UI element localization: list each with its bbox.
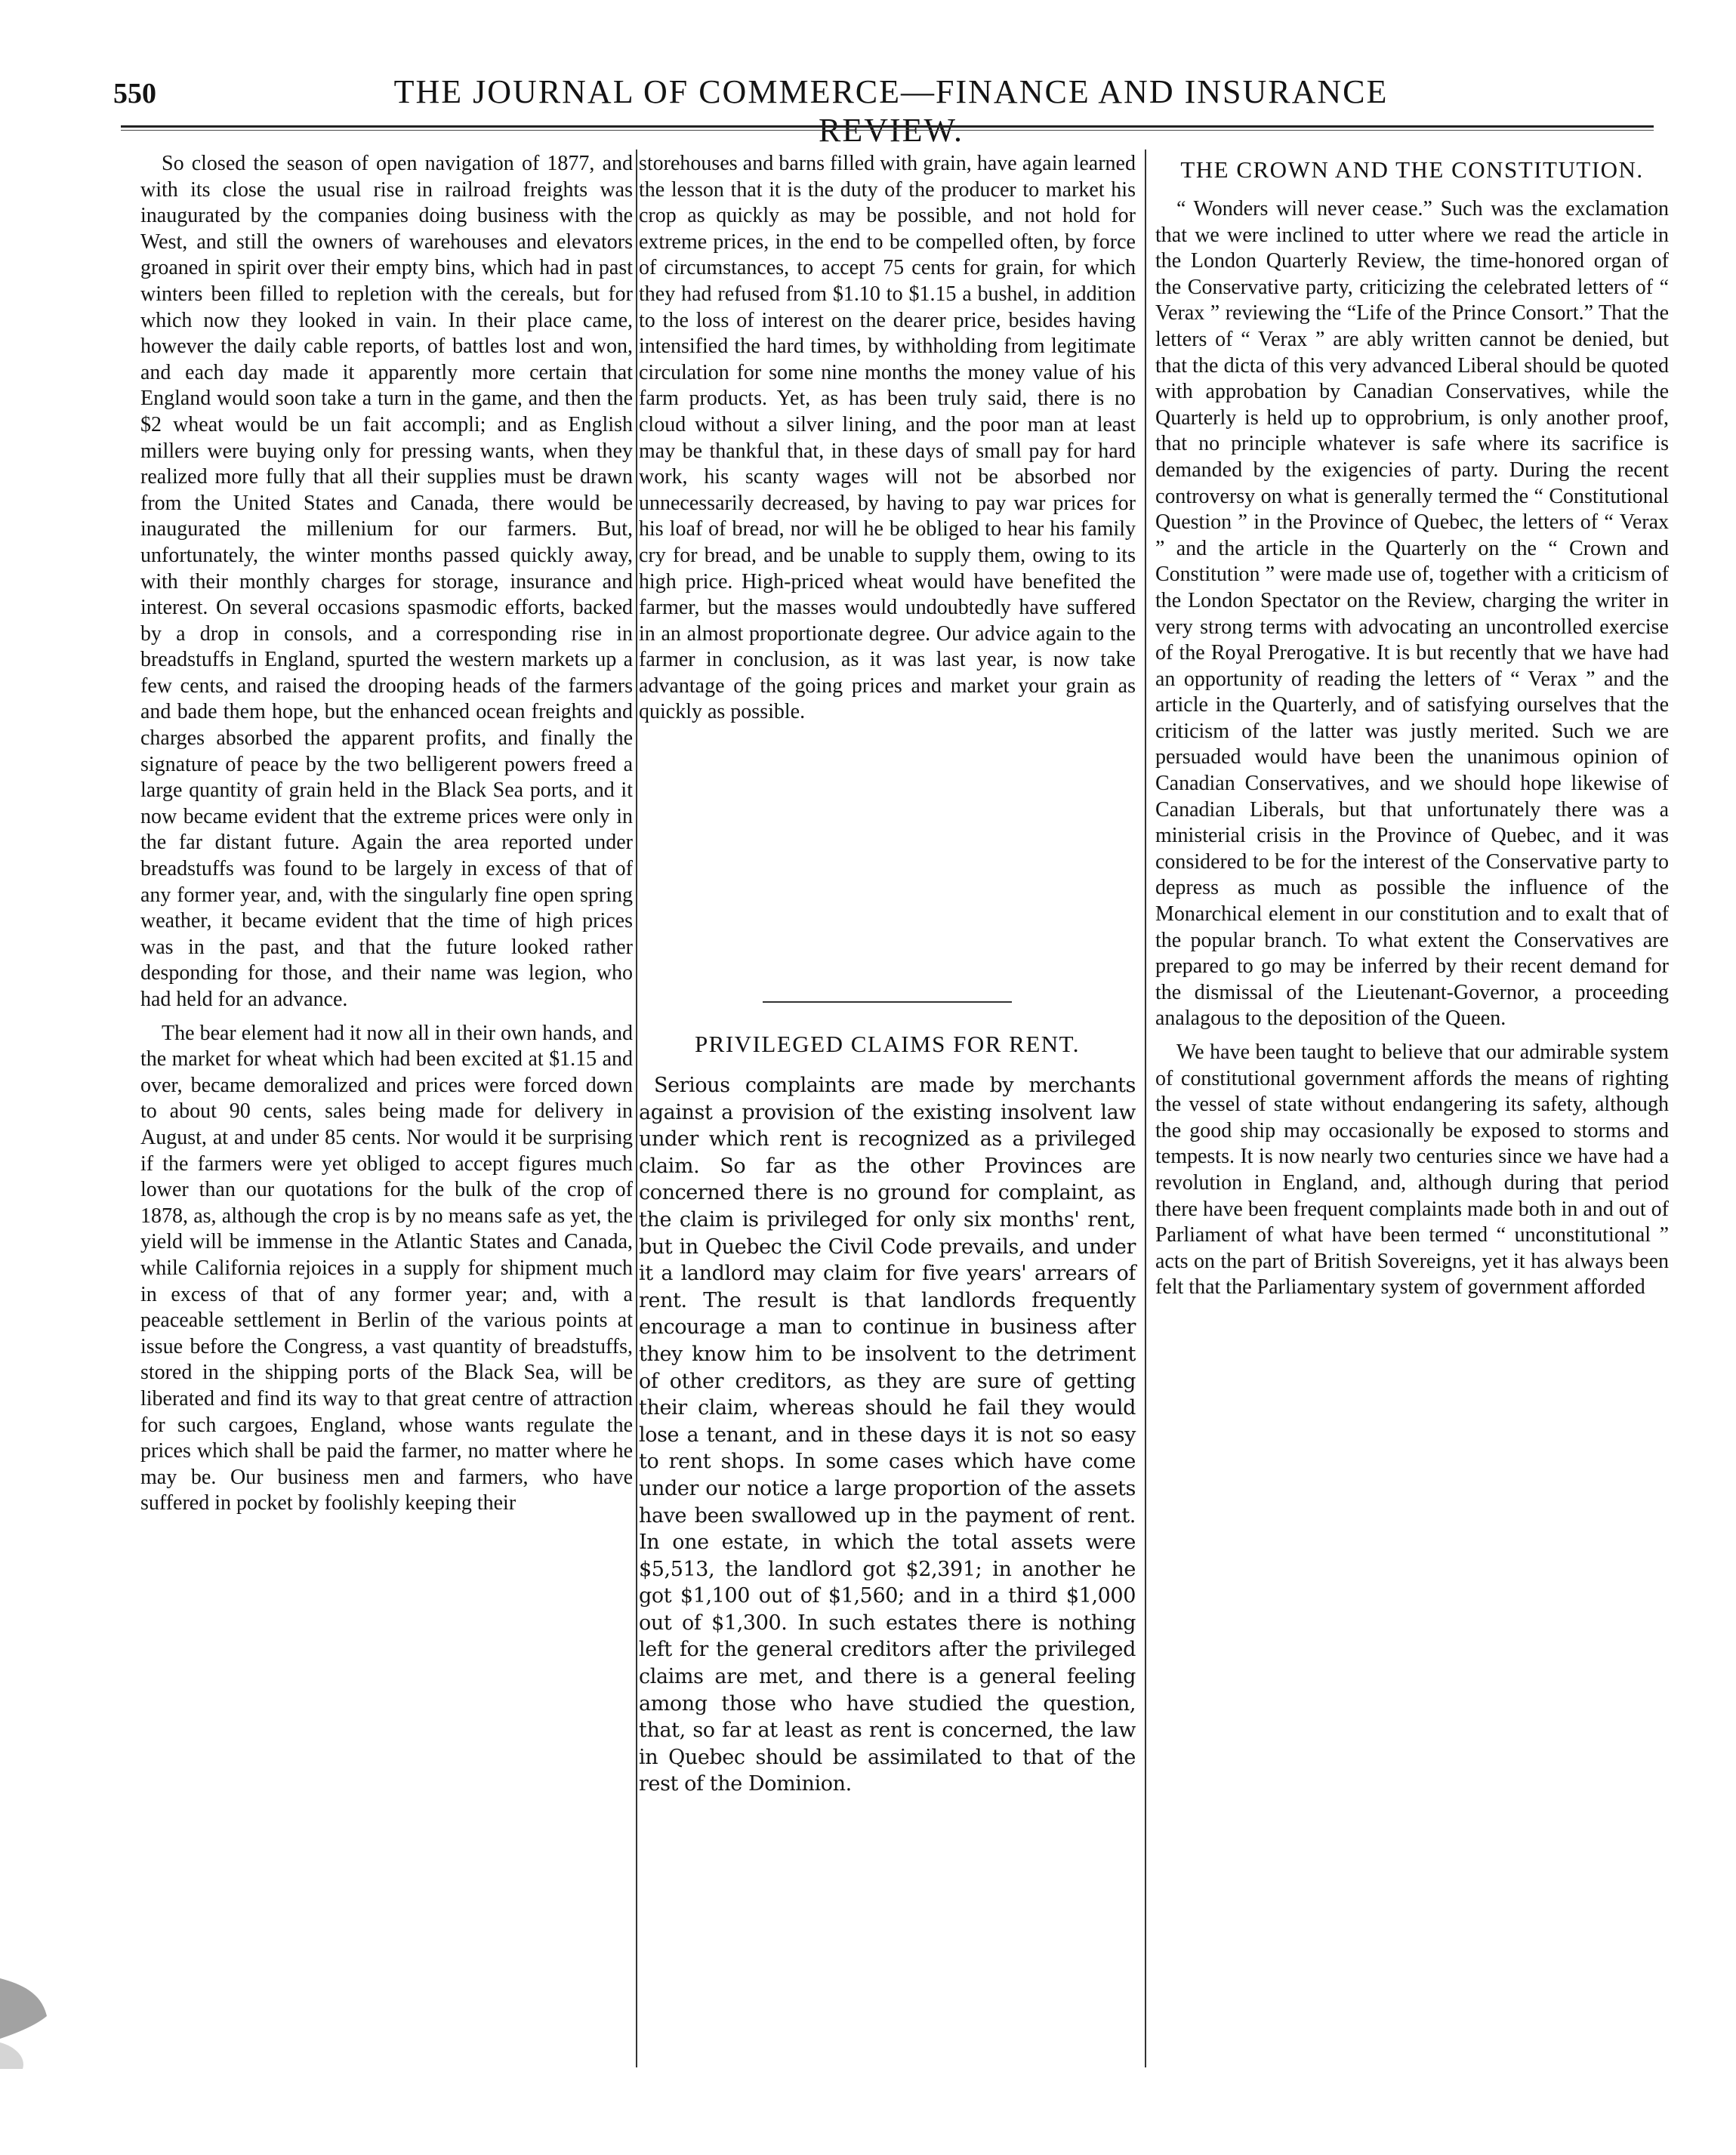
privileged-claims-article: [639, 1030, 1136, 1798]
column-two-continuation: [639, 151, 1136, 726]
article-separator-rule: [763, 1001, 1012, 1003]
column-divider-right: [1145, 150, 1146, 2067]
page-number: 550: [113, 78, 156, 109]
crown-constitution-headline: THE CROWN AND THE CONSTITUTION.: [1180, 156, 1644, 183]
header-rule: [121, 125, 1654, 128]
privileged-claims-body: Serious complaints are made by merchants against a provision of the existing insolvent law under which rent is recognized as a privileged claim. So far as the other Provinces are concerned there is no ground for complaint, as the claim is privileged for only six months' rent, but in Quebec the Civil Code prevails, and under it a landlord may claim for five years' arrears of rent. The result is that landlords frequently encourage a man to continue in business after they know him to be insolvent to the detriment of other creditors, as they are sure of getting their claim, whereas should he fail they would lose a tenant, and in these days it is not so easy to rent shops. In some cases which have come under our notice a large proportion of the assets have been swallowed up in the payment of rent. In one estate, in which the total assets were $5,513, the landlord got $2,391; in another he got $1,100 out of $1,560; and in a third $1,000 out of $1,300. In such estates there is nothing left for the general creditors after the privileged claims are met, and there is a general feeling among those who have studied the question, that, so far at least as rent is concerned, the law in Quebec should be assimilated to that of the rest of the Dominion.: [639, 1074, 1136, 1796]
privileged-claims-headline: PRIVILEGED CLAIMS FOR RENT.: [694, 1031, 1081, 1057]
wheat-market-paragraph-1: So closed the season of open navigation of 1877, and with its close the usual rise in railroad freights was inaugurated by the companies doing business with the West, and still the owners of warehouses and elevators groaned in spirit over their empty bins, which had in past winters been filled to repletion with the cereals, but for which now they looked in vain. In their place came, however the daily cable reports, of battles lost and won, and each day made it apparently more certain that England would soon take a turn in the game, and then the $2 wheat would be un fait accompli; and as English millers were buying only for pressing wants, when they realized more fully that all their supplies must be drawn from the United States and Canada, there would be inaugurated the millenium for our farmers. But, unfortunately, the winter months passed quickly away, with their monthly charges for storage, insurance and interest. On several occasions spasmodic efforts, backed by a drop in consols, and a corresponding rise in breadstuffs in England, spurted the western markets up a few cents, and raised the drooping heads of the farmers and bade them hope, but the enhanced ocean freights and charges absorbed the apparent profits, and finally the signature of peace by the two belligerent powers freed a large quantity of grain held in the Black Sea ports, and it now became evident that the extreme prices were only in the far distant future. Again the area reported under breadstuffs was found to be largely in excess of that of any former year, and, with the singularly fine open spring weather, it became evident that the time of high prices was in the past, and that the future looked rather desponding for those, and their name was legion, who had held for an advance.: [140, 152, 633, 1011]
crown-constitution-paragraph-2: We have been taught to believe that our admirable system of constitutional government affords the means of righting the vessel of state without endangering its safety, although the good ship may occasionally be exposed to storms and tempests. It is now nearly two centuries since we have had a revolution in England, and, although during that period there have been frequent complaints made both in and out of Parliament of what have been termed “ unconstitutional ” acts on the part of British Sovereigns, yet it has always been felt that the Parliamentary system of government afforded: [1155, 1041, 1669, 1299]
crown-constitution-paragraph-1: “ Wonders will never cease.” Such was the exclamation that we were inclined to utter where we read the article in the London Quarterly Review, the time-honored organ of the Conservative party, criticizing the celebrated letters of “ Verax ” reviewing the “Life of the Prince Consort.” That the letters of “ Verax ” are ably written cannot be denied, but that the dicta of this very advanced Liberal should be quoted with approbation by Canadian Conservatives, while the Quarterly is held up to opprobrium, is only another proof, that no principle whatever is safe where its sacrifice is demanded by the exigencies of party. During the recent controversy on what is generally termed the “ Constitutional Question ” in the Province of Quebec, the letters of “ Verax ” and the article in the Quarterly on the “ Crown and Constitution ” were made use of, together with a criticism of the London Spectator on the Review, charging the writer in very strong terms with advocating an uncontrolled exercise of the Royal Prerogative. It is but recently that we have had an opportunity of reading the letters of “ Verax ” and the article in the Quarterly, and of satisfying ourselves that the criticism of the latter was justly merited. Such we are persuaded would have been the unanimous opinion of Canadian Conservatives, and we should hope likewise of Canadian Liberals, but that unfortunately there was a ministerial crisis in the Province of Quebec, and it was considered to be for the interest of the Conservative party to depress as much as possible the influence of the Monarchical element in our constitution and to exalt that of the popular branch. To what extent the Conservatives are prepared to go may be inferred by their recent demand for the dismissal of the Lieutenant-Governor, a proceeding analagous to the deposition of the Queen.: [1155, 197, 1669, 1031]
wheat-market-continuation: storehouses and barns filled with grain, have again learned the lesson that it is the duty of the producer to market his crop as quickly as may be possible, and not hold for extreme prices, in the end to be compelled often, by force of circumstances, to accept 75 cents for grain, for which they had refused from $1.10 to $1.15 a bushel, in addition to the loss of interest on the dearer price, besides having intensified the hard times, by withholding from legitimate circulation for some nine months the money value of his farm products. Yet, as has been truly said, there is no cloud without a silver lining, and the poor man at least may be thankful that, in these days of small pay for hard work, his scanty wages will not be absorbed nor unnecessarily decreased, by having to pay war prices for his loaf of bread, nor will he be obliged to hear his family cry for bread, and be unable to supply them, owing to its high price. High-priced wheat would have benefited the farmer, but the masses would undoubtedly have suffered in an almost proportionate degree. Our advice again to the farmer in conclusion, as it was last year, is now take advantage of the going prices and market your grain as quickly as possible.: [639, 152, 1136, 724]
running-title: THE JOURNAL OF COMMERCE—FINANCE AND INSURANCE REVIEW.: [393, 73, 1389, 149]
column-divider-left: [636, 150, 637, 2067]
wheat-market-paragraph-2: The bear element had it now all in their own hands, and the market for wheat which had been excited at $1.15 and over, became demoralized and prices were forced down to about 90 cents, sales being made for delivery in August, at and under 85 cents. Nor would it be surprising if the farmers were yet obliged to accept figures much lower than our quotations for the bulk of the crop of 1878, as, although the crop is by no means safe as yet, the yield will be immense in the Atlantic States and Canada, while California rejoices in a supply for shipment much in excess of that of any former year; and, with a peaceable settlement in Berlin of the various points at issue before the Congress, a vast quantity of breadstuffs, stored in the shipping ports of the Black Sea, will be liberated and find its way to that great centre of attraction for such cargoes, England, whose wants regulate the prices which shall be paid the farmer, no matter where he may be. Our business men and farmers, who have suffered in pocket by foolishly keeping their: [140, 1021, 633, 1515]
column-three: [1155, 156, 1669, 1301]
page-corner-smudge: [0, 1971, 53, 2069]
header-rule-thin: [121, 130, 1654, 131]
column-one: [140, 151, 633, 1517]
